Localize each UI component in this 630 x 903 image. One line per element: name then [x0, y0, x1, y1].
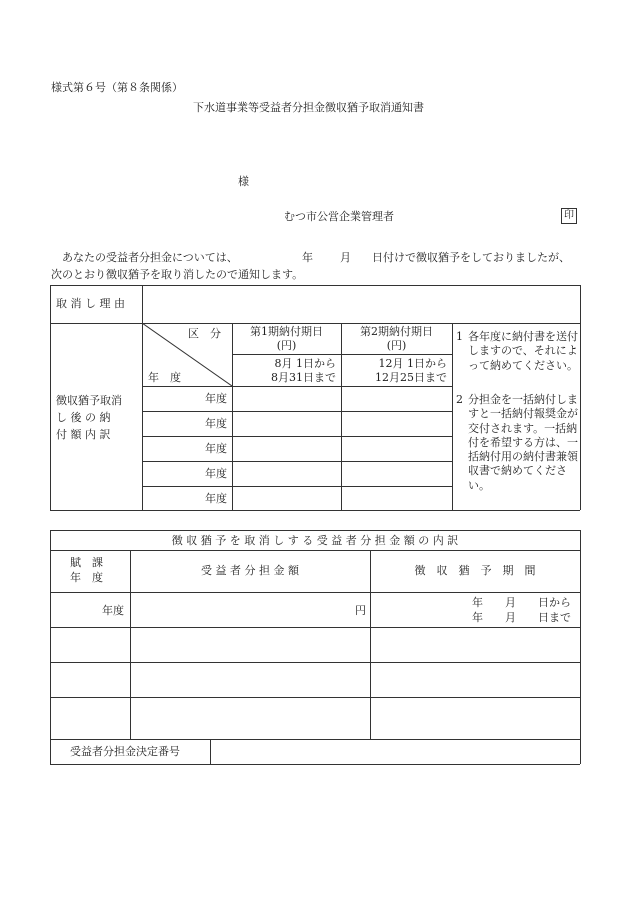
assessment-year-line1: 賦 課	[70, 556, 103, 569]
deferral-period-header: 徴 収 猶 予 期 間	[414, 564, 536, 577]
addressee-suffix: 様	[238, 175, 249, 188]
period1-from: 8月 1日から	[274, 357, 336, 370]
body-line1-pre: あなたの受益者分担金については、	[62, 251, 238, 264]
row1-to-date: 年 月 日まで	[472, 611, 571, 624]
reason-label: 取 消 し 理 由	[56, 297, 125, 310]
issuer-name: むつ市公営企業管理者	[284, 210, 394, 223]
body-line1-post: 日付けで徴収猶予をしておりましたが、	[372, 251, 570, 264]
year-row-4: 年度	[205, 467, 227, 480]
period2-header: 第2期納付期日	[360, 325, 433, 338]
period1-unit: (円)	[276, 339, 297, 352]
note-1-number: 1	[456, 330, 463, 343]
body-month: 月	[340, 251, 351, 264]
breakdown-title: 徴 収 猶 予 を 取 消 し す る 受 益 者 分 担 金 額 の 内 訳	[171, 534, 459, 547]
left-label-line2: し 後 の 納	[56, 411, 111, 424]
seal-mark: 印	[561, 208, 577, 224]
diag-bottom-label: 年 度	[148, 371, 181, 384]
year-row-3: 年度	[205, 442, 227, 455]
diag-top-label: 区 分	[188, 327, 221, 340]
left-label-line1: 徴収猶予取消	[56, 394, 122, 407]
document-title: 下水道事業等受益者分担金徴収猶予取消通知書	[193, 101, 424, 114]
period2-unit: (円)	[386, 339, 407, 352]
row1-yen-label: 円	[355, 604, 366, 617]
note-2-text: 分担金を一括納付しますと一括納付報奨金が交付されます。一括納付を希望する方は、一括納付用の納付書兼領収書で納めてください。	[468, 393, 578, 492]
body-line2: 次のとおり徴収猶予を取り消したので通知します。	[51, 268, 304, 281]
year-row-2: 年度	[205, 417, 227, 430]
assessment-year-line2: 年 度	[70, 571, 103, 584]
row1-year-label: 年度	[102, 604, 124, 617]
period2-to: 12月25日まで	[375, 371, 447, 384]
charge-amount-header: 受 益 者 分 担 金 額	[201, 564, 299, 577]
period1-to: 8月31日まで	[271, 371, 336, 384]
row1-from-date: 年 月 日から	[472, 596, 571, 609]
note-1-text: 各年度に納付書を送付しますので、それによって納めてください。	[468, 330, 578, 372]
decision-number-label: 受益者分担金決定番号	[70, 745, 180, 758]
body-year: 年	[302, 251, 313, 264]
left-label-line3: 付 額 内 訳	[56, 428, 111, 441]
note-2-number: 2	[456, 393, 463, 406]
period1-header: 第1期納付期日	[250, 325, 323, 338]
form-number: 様式第６号（第８条関係）	[51, 81, 183, 94]
year-row-1: 年度	[205, 392, 227, 405]
year-row-5: 年度	[205, 492, 227, 505]
period2-from: 12月 1日から	[378, 357, 447, 370]
